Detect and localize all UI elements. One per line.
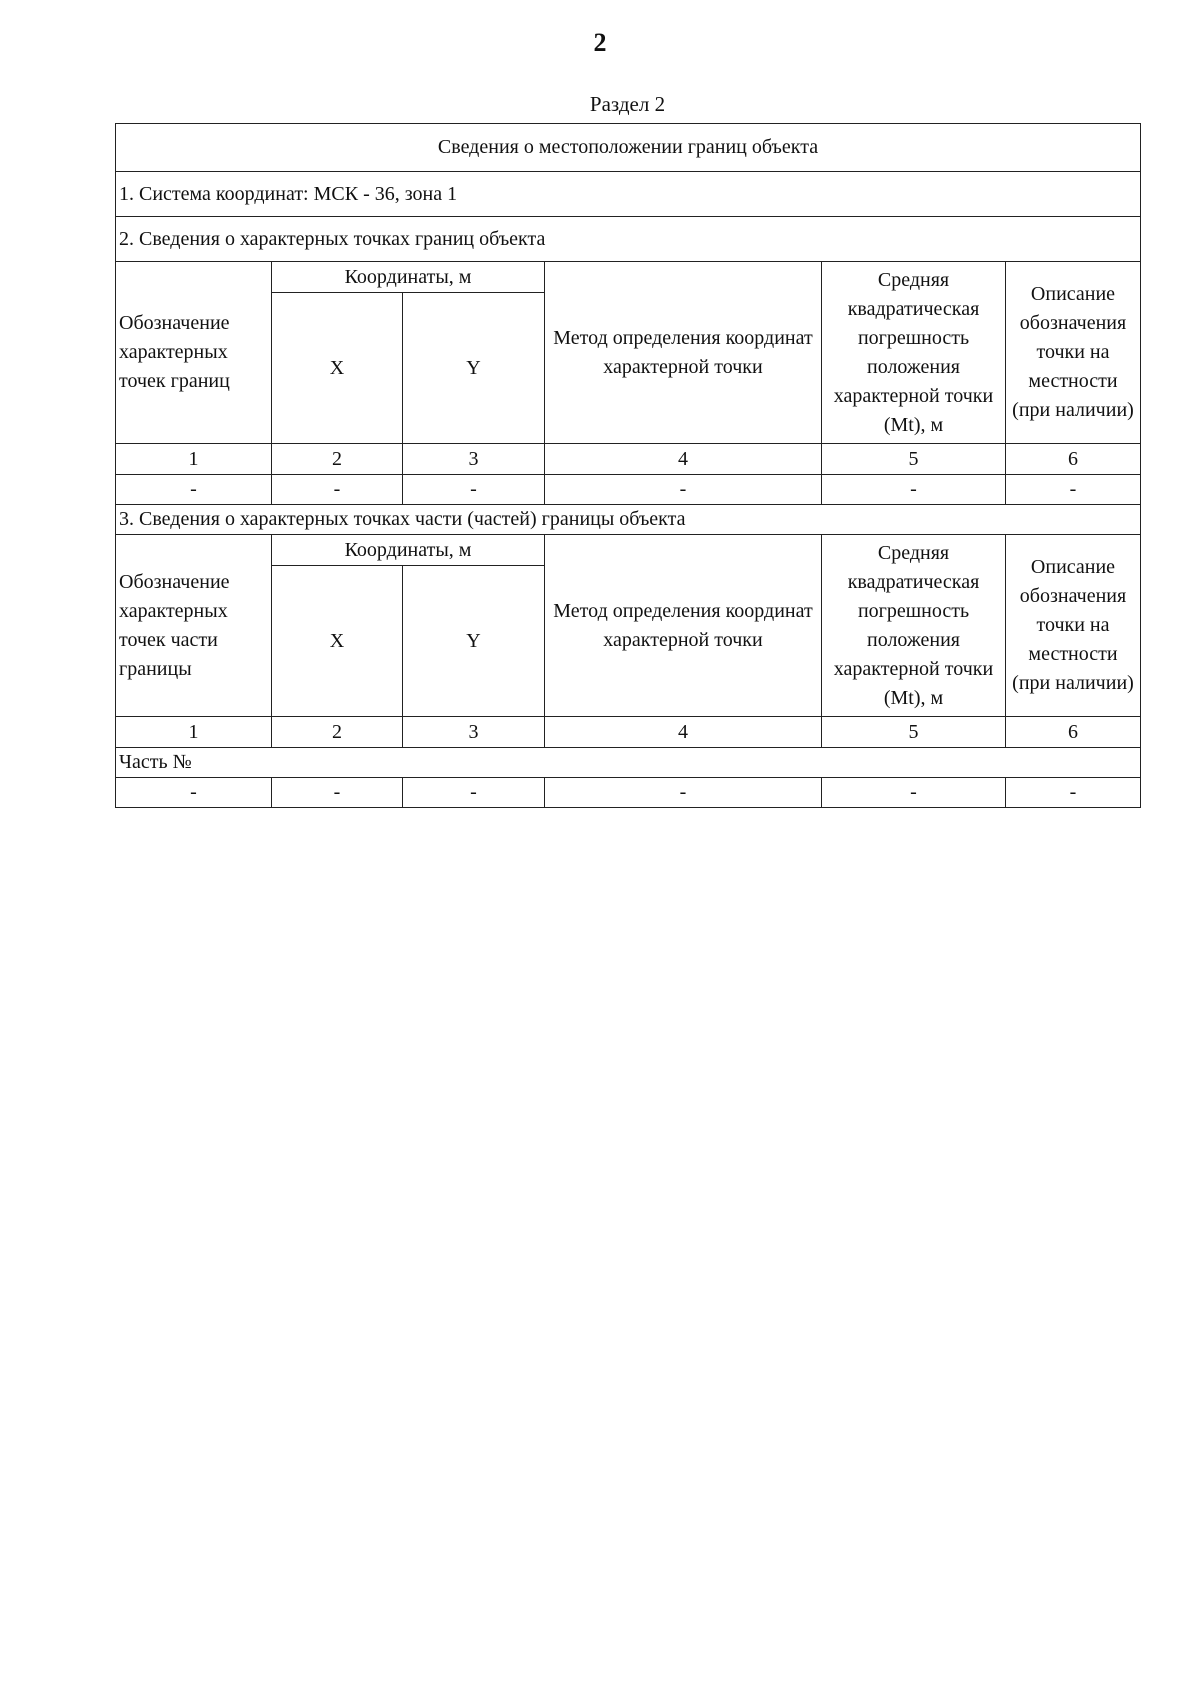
- table-cell: -: [272, 475, 403, 505]
- table-row: [116, 778, 1141, 808]
- table-cell: -: [403, 475, 545, 505]
- table-title: Сведения о местоположении границ объекта: [116, 124, 1141, 172]
- block3-title: 3. Сведения о характерных точках части (частей) границы объекта: [116, 505, 1141, 535]
- block2-col-description: Описание обозначения точки на местности (при наличии): [1006, 262, 1141, 444]
- table-cell: -: [1006, 475, 1141, 505]
- page-number: 2: [593, 28, 607, 57]
- block3-coords-header: Координаты, м: [272, 535, 545, 566]
- part-label: Часть №: [116, 748, 1141, 778]
- table-cell: -: [822, 778, 1006, 808]
- block2-col-number: 6: [1006, 444, 1141, 475]
- block2-col-y: Y: [403, 293, 545, 444]
- table-cell: -: [545, 475, 822, 505]
- block3-col-error: Средняя квадратическая погрешность положения характерной точки (Mt), м: [822, 535, 1006, 717]
- block3-col-number: 1: [116, 717, 272, 748]
- coordinate-system: 1. Система координат: МСК - 36, зона 1: [116, 172, 1141, 217]
- block3-col-x: X: [272, 566, 403, 717]
- block2-coords-header: Координаты, м: [272, 262, 545, 293]
- block3-col-point-designation: Обозначение характерных точек части границы: [116, 535, 272, 717]
- block3-col-number: 4: [545, 717, 822, 748]
- table-cell: -: [545, 778, 822, 808]
- block2-col-x: X: [272, 293, 403, 444]
- block2-col-error: Средняя квадратическая погрешность положения характерной точки (Mt), м: [822, 262, 1006, 444]
- table-cell: -: [116, 778, 272, 808]
- table-cell: -: [116, 475, 272, 505]
- boundary-table: [115, 123, 1141, 808]
- block3-col-description: Описание обозначения точки на местности (при наличии): [1006, 535, 1141, 717]
- block3-col-number: 2: [272, 717, 403, 748]
- block3-col-number: 5: [822, 717, 1006, 748]
- block2-col-number: 1: [116, 444, 272, 475]
- block3-col-number: 3: [403, 717, 545, 748]
- block2-title: 2. Сведения о характерных точках границ объекта: [116, 217, 1141, 262]
- block2-col-number: 2: [272, 444, 403, 475]
- block2-col-point-designation: Обозначение характерных точек границ: [116, 262, 272, 444]
- block2-col-method: Метод определения координат характерной точки: [545, 262, 822, 444]
- block3-col-y: Y: [403, 566, 545, 717]
- table-cell: -: [403, 778, 545, 808]
- block3-col-number: 6: [1006, 717, 1141, 748]
- block2-col-number: 4: [545, 444, 822, 475]
- table-cell: -: [822, 475, 1006, 505]
- table-cell: -: [1006, 778, 1141, 808]
- block2-col-number: 3: [403, 444, 545, 475]
- table-cell: -: [272, 778, 403, 808]
- section-label: Раздел 2: [589, 92, 666, 116]
- block3-col-method: Метод определения координат характерной точки: [545, 535, 822, 717]
- block2-col-number: 5: [822, 444, 1006, 475]
- table-row: [116, 475, 1141, 505]
